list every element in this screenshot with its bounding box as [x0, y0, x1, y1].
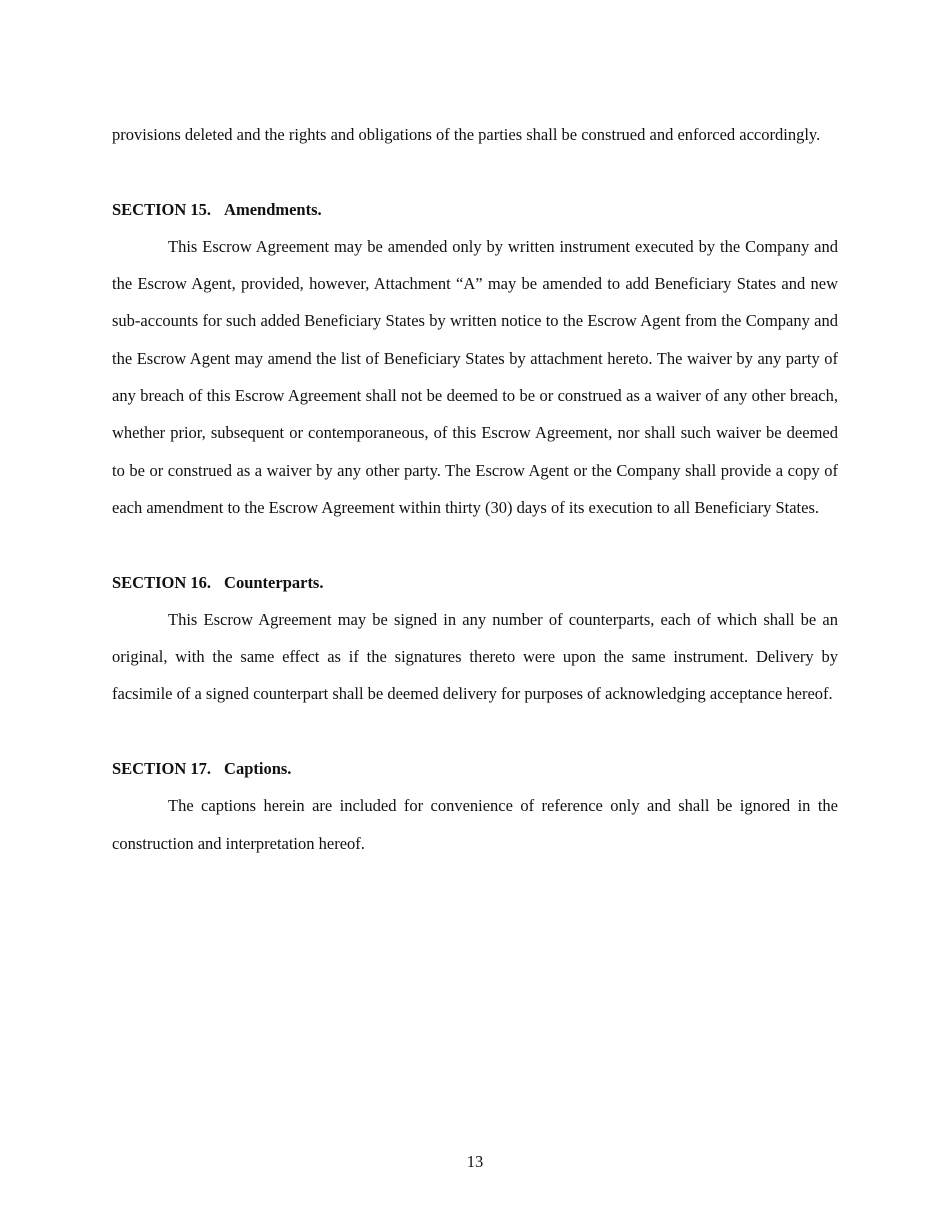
spacer: [112, 713, 838, 750]
section-heading: [112, 564, 838, 601]
section-heading: [112, 750, 838, 787]
section-body: This Escrow Agreement may be signed in any number of counterparts, each of which shall be an original, with the same effect as if the signatures thereto were upon the same instrument. Delivery by facsimile of a signed counterpart shall be deemed delivery for purposes of acknowledging acceptance hereof.: [112, 609, 838, 704]
section-title: Captions.: [224, 759, 292, 779]
section-title: Counterparts.: [224, 572, 324, 592]
section-number: SECTION 17.: [112, 759, 212, 779]
section-number: SECTION 15.: [112, 199, 212, 219]
page-number: 13: [466, 1152, 484, 1171]
section-title: Amendments.: [224, 199, 322, 219]
section-15: [112, 191, 838, 527]
section-body: The captions herein are included for convenience of reference only and shall be ignored in the construction and interpretation hereof.: [112, 796, 838, 853]
intro-paragraph: provisions deleted and the rights and obligations of the parties shall be construed and enforced accordingly.: [112, 125, 821, 144]
section-heading: [112, 191, 838, 228]
document-page: [112, 116, 838, 862]
spacer: [112, 153, 838, 190]
section-number: SECTION 16.: [112, 572, 212, 592]
section-body: This Escrow Agreement may be amended only by written instrument executed by the Company and the Escrow Agent, provided, however, Attachment “A” may be amended to add Beneficiary States and new sub-accounts for such added Beneficiary States by written notice to the Escrow Agent from the Company and the Escrow Agent may amend the list of Beneficiary States by attachment hereto. The waiver by any party of any breach of this Escrow Agreement shall not be deemed to be or construed as a waiver of any other breach, whether prior, subsequent or contemporaneous, of this Escrow Agreement, nor shall such waiver be deemed to be or construed as a waiver by any other party. The Escrow Agent or the Company shall provide a copy of each amendment to the Escrow Agreement within thirty (30) days of its execution to all Beneficiary States.: [112, 236, 838, 517]
section-16: [112, 564, 838, 713]
section-17: [112, 750, 838, 862]
spacer: [112, 526, 838, 563]
